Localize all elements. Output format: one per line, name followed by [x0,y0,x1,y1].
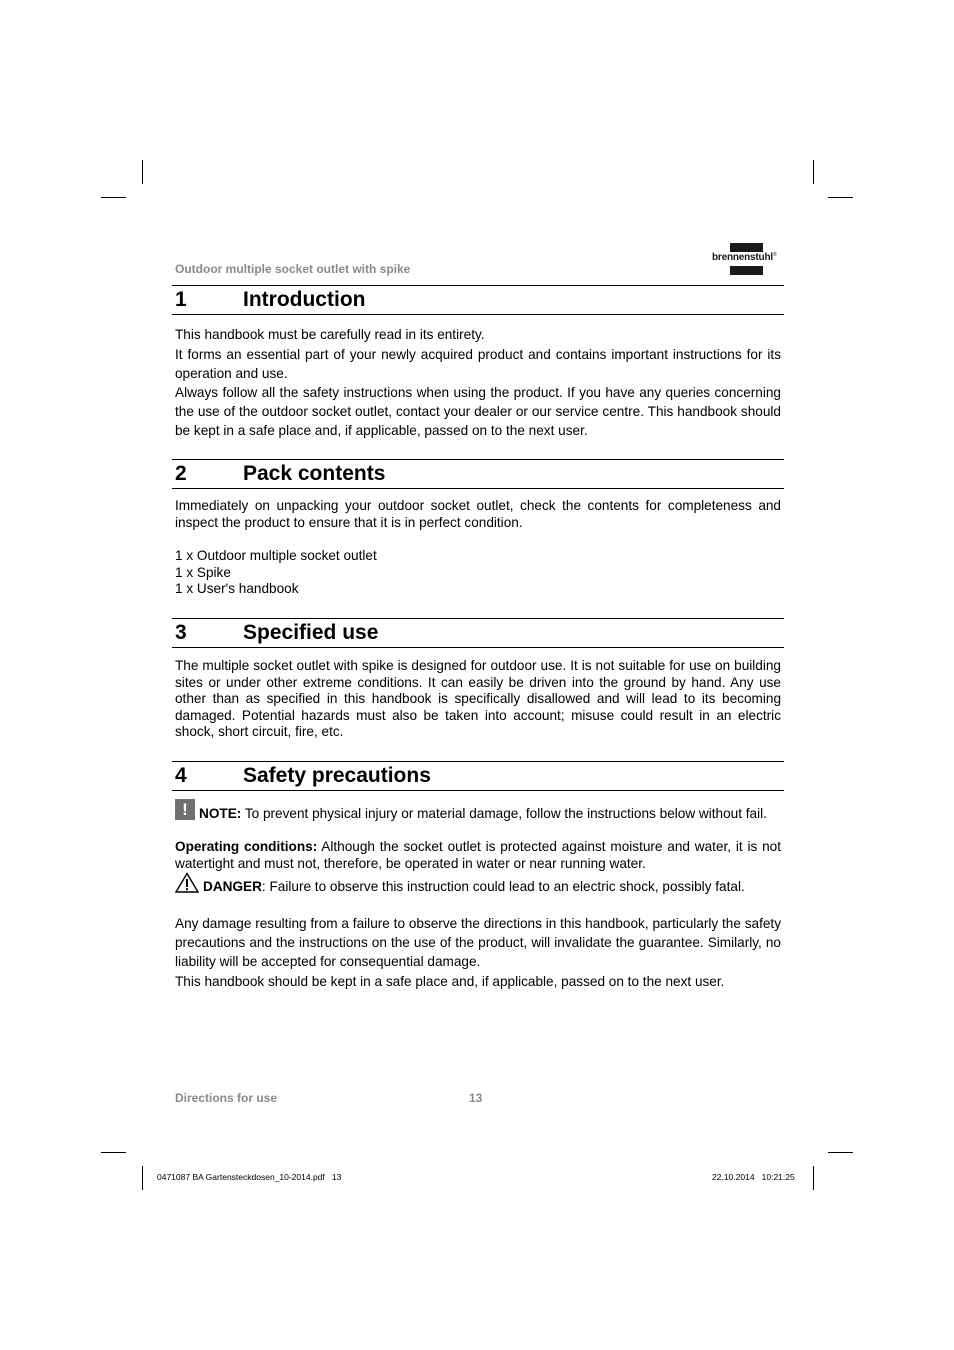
crop-mark [813,1166,814,1190]
section-number: 4 [175,764,187,787]
conditions-label: Operating conditions: [175,839,318,854]
danger-paragraph [175,879,781,896]
danger-label: DANGER [203,879,262,894]
running-header: Outdoor multiple socket outlet with spike [175,262,411,276]
crop-mark [101,1152,126,1153]
section-title: Specified use [243,621,379,644]
section-title: Safety precautions [243,764,431,787]
section-heading-specified-use [172,618,784,648]
exclamation-icon: ! [175,799,195,820]
list-item: 1 x Outdoor multiple socket outlet [175,548,377,563]
paragraph: Immediately on unpacking your outdoor socket outlet, check the contents for completeness and inspect the product to ensure that it is in perfect condition. [175,498,781,530]
logo-bar-bottom [730,266,763,275]
crop-mark [828,1152,853,1153]
list-item: 1 x User's handbook [175,581,299,596]
crop-mark [828,197,853,198]
section-number: 3 [175,621,187,644]
paragraph: It forms an essential part of your newly acquired product and contains important instructions for its operation and use. [175,347,781,381]
paragraph: This handbook should be kept in a safe place and, if applicable, passed on to the next user. [175,974,725,989]
section-title: Introduction [243,288,366,311]
section-number: 2 [175,462,187,485]
crop-mark [813,160,814,184]
page-number: 13 [469,1091,483,1105]
operating-conditions-paragraph [175,839,781,872]
note-label: NOTE: [199,806,242,821]
crop-mark [101,197,126,198]
section-heading-safety-precautions [172,761,784,791]
section-heading-introduction [172,285,784,315]
print-slug-timestamp: 22.10.2014 10:21:25 [712,1172,795,1182]
paragraph: This handbook must be carefully read in its entirety. [175,327,485,342]
section-heading-pack-contents [172,459,784,489]
note-text: To prevent physical injury or material damage, follow the instructions below without fail. [241,806,767,821]
conditions-text: Although the socket outlet is protected against moisture and water, it is not watertight and must not, therefore, be operated in water or near running water. [175,839,781,871]
danger-text: : Failure to observe this instruction could lead to an electric shock, possibly fatal. [261,879,745,894]
paragraph: Any damage resulting from a failure to observe the directions in this handbook, particularly the safety precautions and the instructions on the use of the product, will invalidate the guarantee. Similarly, no liability will be accepted for consequential damage. [175,916,781,969]
note-paragraph [175,806,781,823]
section-number: 1 [175,288,187,311]
footer-label: Directions for use [175,1091,278,1105]
paragraph: Always follow all the safety instructions when using the product. If you have any queries concerning the use of the outdoor socket outlet, contact your dealer or our service centre. This handbook should be kept in a safe place and, if applicable, passed on to the next user. [175,385,781,438]
list-item: 1 x Spike [175,565,231,580]
print-slug-file: 0471087 BA Gartensteckdosen_10-2014.pdf 13 [157,1172,342,1182]
paragraph: The multiple socket outlet with spike is designed for outdoor use. It is not suitable for use on building sites or under other extreme conditions. It can easily be driven into the ground by hand. Any use other than as specified in this handbook is specifically disallowed and will lead to its becoming damaged. Potential hazards must also be taken into account; misuse could result in an electric shock, short circuit, fire, etc. [175,658,781,740]
logo-wordmark: brennenstuhl® [712,252,777,263]
logo-bar-top [730,243,763,252]
crop-mark [142,160,143,184]
brand-logo [712,243,784,276]
section-title: Pack contents [243,462,386,485]
crop-mark [142,1166,143,1190]
